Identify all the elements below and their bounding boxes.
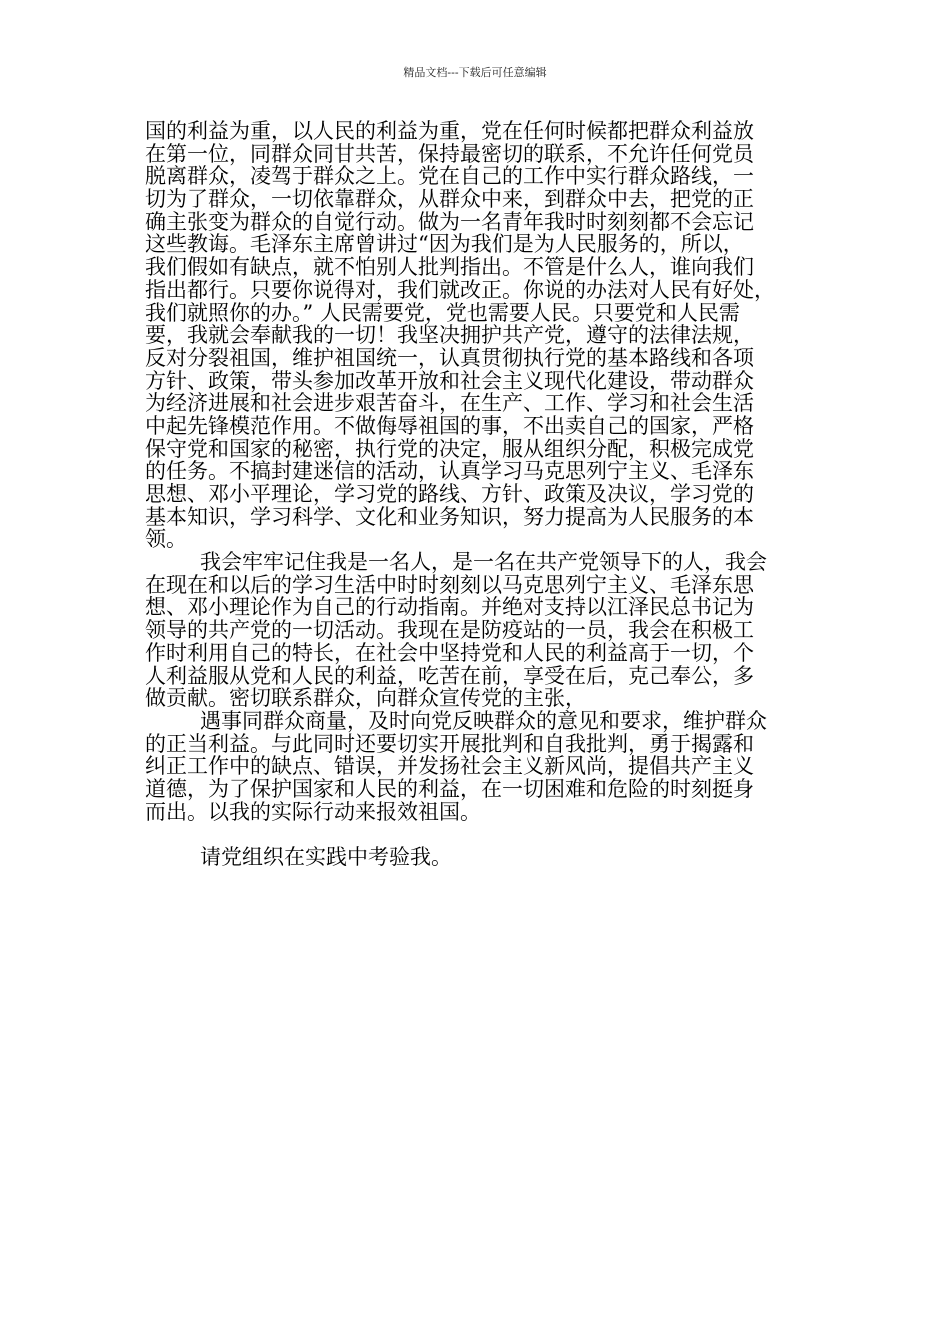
text-line: 的正当利益。与此同时还要切实开展批判和自我批判，勇于揭露和 (145, 731, 754, 756)
text-line: 确主张变为群众的自觉行动。做为一名青年我时时刻刻都不会忘记 (145, 209, 754, 234)
text-line: 道德，为了保护国家和人民的利益，在一切困难和危险的时刻挺身 (145, 776, 754, 801)
text-line: 遇事同群众商量，及时向党反映群众的意见和要求，维护群众 (200, 708, 767, 733)
text-line: 思想、邓小平理论，学习党的路线、方针、政策及决议，学习党的 (145, 482, 754, 506)
text-line: 反对分裂祖国，维护祖国统一，认真贯彻执行党的基本路线和各项 (145, 345, 754, 370)
text-line: 想、邓小理论作为自己的行动指南。并绝对支持以江泽民总书记为 (145, 595, 754, 620)
text-line: 我们就照你的办。” 人民需要党，党也需要人民。只要党和人民需 (145, 300, 740, 325)
text-line: 纠正工作中的缺点、错误，并发扬社会主义新风尚，提倡共产主义 (145, 754, 754, 779)
text-line: 的任务。不搞封建迷信的活动，认真学习马克思列宁主义、毛泽东 (145, 459, 754, 484)
text-line: 领。 (145, 527, 187, 552)
text-line: 在现在和以后的学习生活中时时刻刻以马克思列宁主义、毛泽东思 (145, 572, 754, 597)
paragraph-3 (145, 710, 825, 823)
paragraph-1 (145, 120, 825, 551)
text-line: 要，我就会奉献我的一切！我坚决拥护共产党，遵守的法律法规， (145, 323, 754, 348)
text-line: 而出。以我的实际行动来报效祖国。 (145, 799, 481, 824)
text-line: 做贡献。密切联系群众，向群众宣传党的主张， (145, 686, 586, 711)
text-line: 我会牢牢记住我是一名人，是一名在共产党领导下的人，我会 (200, 550, 767, 575)
text-line: 国的利益为重，以人民的利益为重，党在任何时候都把群众利益放 (145, 119, 754, 143)
text-line: 方针、政策，带头参加改革开放和社会主义现代化建设，带动群众 (145, 368, 754, 393)
text-line: 保守党和国家的秘密，执行党的决定，服从组织分配，积极完成党 (145, 436, 754, 461)
text-line: 切为了群众，一切依靠群众，从群众中来，到群众中去，把党的正 (145, 187, 754, 212)
text-line: 在第一位，同群众同甘共苦，保持最密切的联系，不允许任何党员 (145, 141, 754, 166)
text-line: 为经济进展和社会进步艰苦奋斗，在生产、工作、学习和社会生活 (145, 391, 754, 416)
text-line: 领导的共产党的一切活动。我现在是防疫站的一员，我会在积极工 (145, 618, 754, 643)
text-line: 这些教诲。毛泽东主席曾讲过“因为我们是为人民服务的，所以， (145, 232, 744, 257)
paragraph-spacer (145, 823, 825, 845)
closing-line: 请党组织在实践中考验我。 (200, 845, 452, 870)
text-line: 我们假如有缺点，就不怕别人批判指出。不管是什么人，谁向我们 (145, 255, 754, 280)
text-line: 作时利用自己的特长，在社会中坚持党和人民的利益高于一切，个 (145, 640, 754, 665)
text-line: 基本知识，学习科学、文化和业务知识，努力提高为人民服务的本 (145, 504, 754, 529)
text-line: 中起先锋模范作用。不做侮辱祖国的事，不出卖自己的国家，严格 (145, 413, 754, 438)
text-line: 人利益服从党和人民的利益，吃苦在前，享受在后，克己奉公，多 (145, 663, 754, 688)
paragraph-2 (145, 551, 825, 710)
document-body (145, 120, 825, 869)
text-line: 指出都行。只要你说得对，我们就改正。你说的办法对人民有好处， (145, 277, 775, 302)
page-header: 精品文档---下载后可任意编辑 (403, 66, 547, 79)
text-line: 脱离群众，凌驾于群众之上。党在自己的工作中实行群众路线，一 (145, 164, 754, 189)
